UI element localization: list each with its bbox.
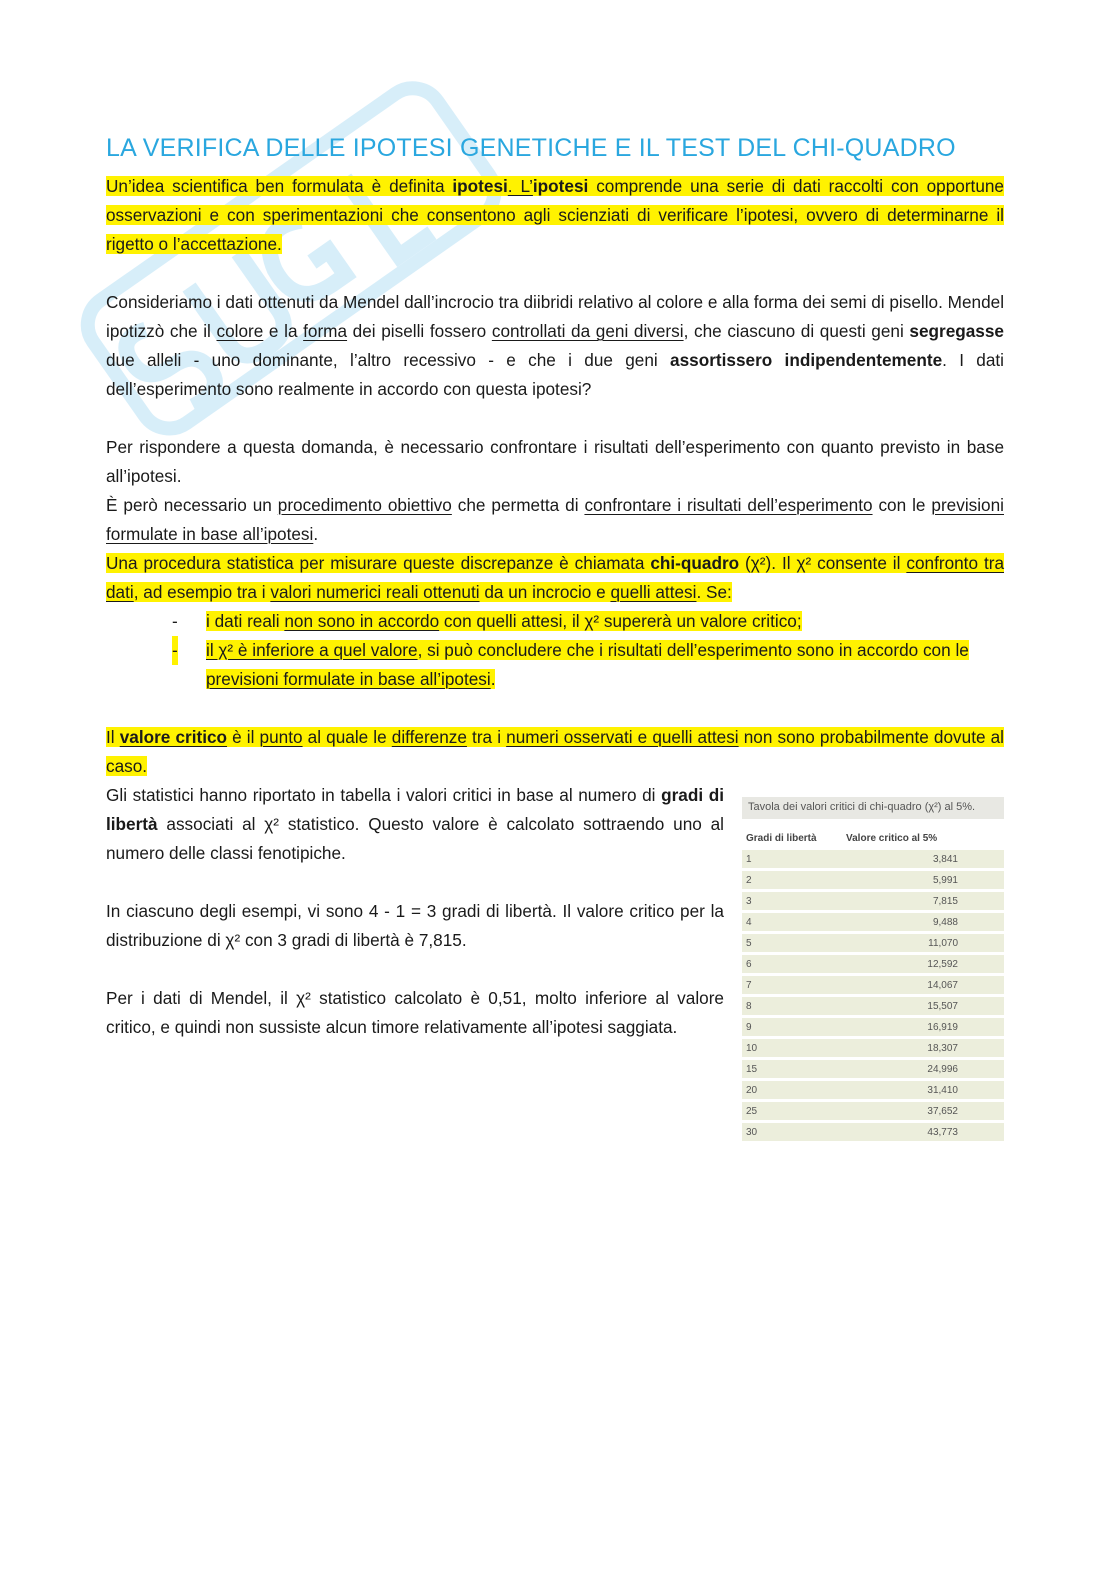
table-cell-valore: 16,919 [927,1021,958,1033]
conditions-list [106,607,1004,694]
critical-values-table [742,797,1004,1144]
paragraph-valore-critico: Il valore critico è il punto al quale le differenze tra i numeri osservati e quelli attesi non sono probabilmente dovute al caso. [106,727,1005,776]
paragraph-mendel: Consideriamo i dati ottenuti da Mendel dall’incrocio tra diibridi relativo al colore e alla forma dei semi di pisello. Mendel ipotizzò che il colore e la forma dei piselli fossero controllati da geni diversi, che ciascuno di questi geni segregasse due alleli - uno dominante, l’altro recessivo - e che i due geni assortissero indipendentemente. I dati dell’esperimento sono realmente in accordo con questa ipotesi? [106,292,1005,399]
table-cell-valore: 43,773 [927,1126,958,1138]
table-cell-gradi: 5 [746,937,752,949]
table-row [742,976,1004,994]
table-cell-gradi: 7 [746,979,752,991]
table-row [742,871,1004,889]
table-cell-gradi: 15 [746,1063,758,1075]
paragraph-chi-quadro: Una procedura statistica per misurare queste discrepanze è chiamata chi-quadro (χ²). Il χ² consente il confronto tra dati, ad esempio tra i valori numerici reali ottenuti da un incrocio e quelli attesi. Se: [106,553,1004,602]
table-cell-valore: 15,507 [927,1000,958,1012]
table-cell-gradi: 20 [746,1084,758,1096]
paragraph-ipotesi: Un’idea scientifica ben formulata è definita ipotesi. L’ipotesi comprende una serie di dati raccolti con opportune osservazioni e con sperimentazioni che consentono agli scienziati di verificare l’ipotesi, ovvero di determinarne il rigetto o l’accettazione. [106,176,1004,254]
document-page [106,134,1005,1138]
table-row [742,1039,1004,1057]
table-header: Gradi di libertà Valore critico al 5% [746,833,938,844]
list-item: - i dati reali non sono in accordo con quelli attesi, il χ² supererà un valore critico; [172,611,802,631]
paragraph-esempi: In ciascuno degli esempi, vi sono 4 - 1 = 3 gradi di libertà. Il valore critico per la distribuzione di χ² con 3 gradi di libertà è 7,815. [106,901,724,950]
table-caption: Tavola dei valori critici di chi-quadro (χ²) al 5%. [742,797,1004,821]
table-row [742,850,1004,868]
paragraph-procedimento: È però necessario un procedimento obiettivo che permetta di confrontare i risultati dell’esperimento con le previsioni formulate in base all’ipotesi. [106,495,1004,544]
table-row [742,1060,1004,1078]
table-cell-valore: 7,815 [932,895,958,907]
paragraph-gradi-liberta: Gli statistici hanno riportato in tabella i valori critici in base al numero di gradi di libertà associati al χ² statistico. Questo valore è calcolato sottraendo uno al numero delle classi fenotipiche. [106,785,724,863]
table-cell-valore: 12,592 [927,958,958,970]
table-cell-valore: 37,652 [927,1105,958,1117]
table-cell-valore: 5,991 [932,874,958,886]
paragraph-confronto: Per rispondere a questa domanda, è necessario confrontare i risultati dell’esperimento con quanto previsto in base all’ipotesi. [106,437,1004,486]
table-row [742,1123,1004,1141]
table-cell-valore: 11,070 [928,937,958,949]
table-row [742,955,1004,973]
table-cell-gradi: 4 [746,916,752,928]
table-cell-gradi: 8 [746,1000,752,1012]
table-row [742,1102,1004,1120]
table-cell-gradi: 2 [746,874,752,886]
table-cell-valore: 18,307 [927,1042,958,1054]
table-body [742,850,1004,1141]
table-row [742,892,1004,910]
table-cell-gradi: 1 [746,853,752,865]
table-cell-gradi: 6 [746,958,752,970]
table-row [742,997,1004,1015]
table-cell-gradi: 10 [746,1042,758,1054]
table-row [742,934,1004,952]
table-cell-gradi: 30 [746,1126,758,1138]
list-item: - il χ² è inferiore a quel valore, si può concludere che i risultati dell’esperimento sono in accordo con le previsioni formulate in base all’ipotesi. [106,636,1004,694]
table-cell-gradi: 25 [746,1105,758,1117]
table-row [742,1081,1004,1099]
table-cell-valore: 31,410 [927,1084,958,1096]
table-cell-valore: 9,488 [932,916,958,928]
table-cell-valore: 3,841 [932,853,958,865]
table-cell-gradi: 9 [746,1021,752,1033]
table-cell-gradi: 3 [746,895,752,907]
table-cell-valore: 24,996 [927,1063,958,1075]
page-title: LA VERIFICA DELLE IPOTESI GENETICHE E IL TEST DEL CHI-QUADRO [106,134,956,162]
table-cell-valore: 14,067 [927,979,958,991]
paragraph-conclusione: Per i dati di Mendel, il χ² statistico calcolato è 0,51, molto inferiore al valore critico, e quindi non sussiste alcun timore relativamente all’ipotesi saggiata. [106,988,724,1037]
table-row [742,913,1004,931]
table-row [742,1018,1004,1036]
